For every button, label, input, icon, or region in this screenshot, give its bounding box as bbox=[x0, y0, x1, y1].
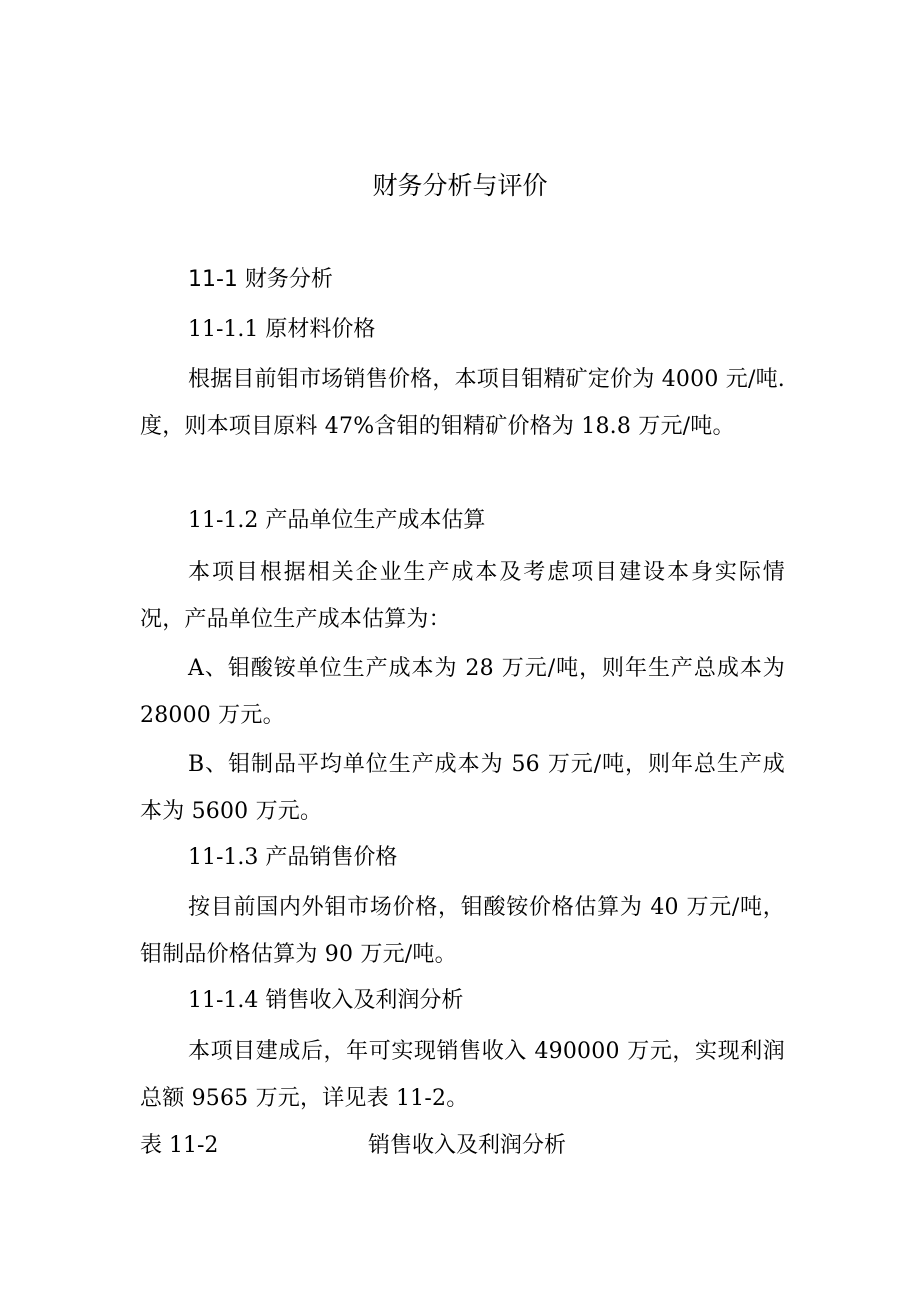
paragraph-unit-cost-b: B、钼制品平均单位生产成本为 56 万元/吨，则年总生产成本为 5600 万元。 bbox=[140, 752, 785, 824]
subsection-heading-unit-cost: 11-1.2 产品单位生产成本估算 bbox=[188, 508, 486, 533]
page-title: 财务分析与评价 bbox=[372, 171, 548, 200]
subsection-heading-raw-material: 11-1.1 原材料价格 bbox=[188, 317, 376, 342]
table-caption-title: 销售收入及利润分析 bbox=[368, 1133, 567, 1158]
paragraph-sales-price: 按目前国内外钼市场价格，钼酸铵价格估算为 40 万元/吨，钼制品价格估算为 90 万元/吨。 bbox=[140, 895, 785, 967]
paragraph-revenue-profit: 本项目建成后，年可实现销售收入 490000 万元，实现利润总额 9565 万元，详见表 11-2。 bbox=[140, 1039, 785, 1111]
subsection-heading-revenue-profit: 11-1.4 销售收入及利润分析 bbox=[188, 988, 464, 1013]
table-caption bbox=[140, 1128, 780, 1164]
paragraph-raw-material-price: 根据目前钼市场销售价格，本项目钼精矿定价为 4000 元/吨.度，则本项目原料 47%含钼的钼精矿价格为 18.8 万元/吨。 bbox=[140, 367, 785, 439]
subsection-heading-sales-price: 11-1.3 产品销售价格 bbox=[188, 845, 398, 870]
paragraph-unit-cost-intro: 本项目根据相关企业生产成本及考虑项目建设本身实际情况，产品单位生产成本估算为： bbox=[140, 560, 785, 632]
section-heading: 11-1 财务分析 bbox=[188, 267, 333, 292]
table-caption-label: 表 11-2 bbox=[140, 1133, 219, 1158]
paragraph-unit-cost-a: A、钼酸铵单位生产成本为 28 万元/吨，则年生产总成本为 28000 万元。 bbox=[140, 656, 785, 728]
